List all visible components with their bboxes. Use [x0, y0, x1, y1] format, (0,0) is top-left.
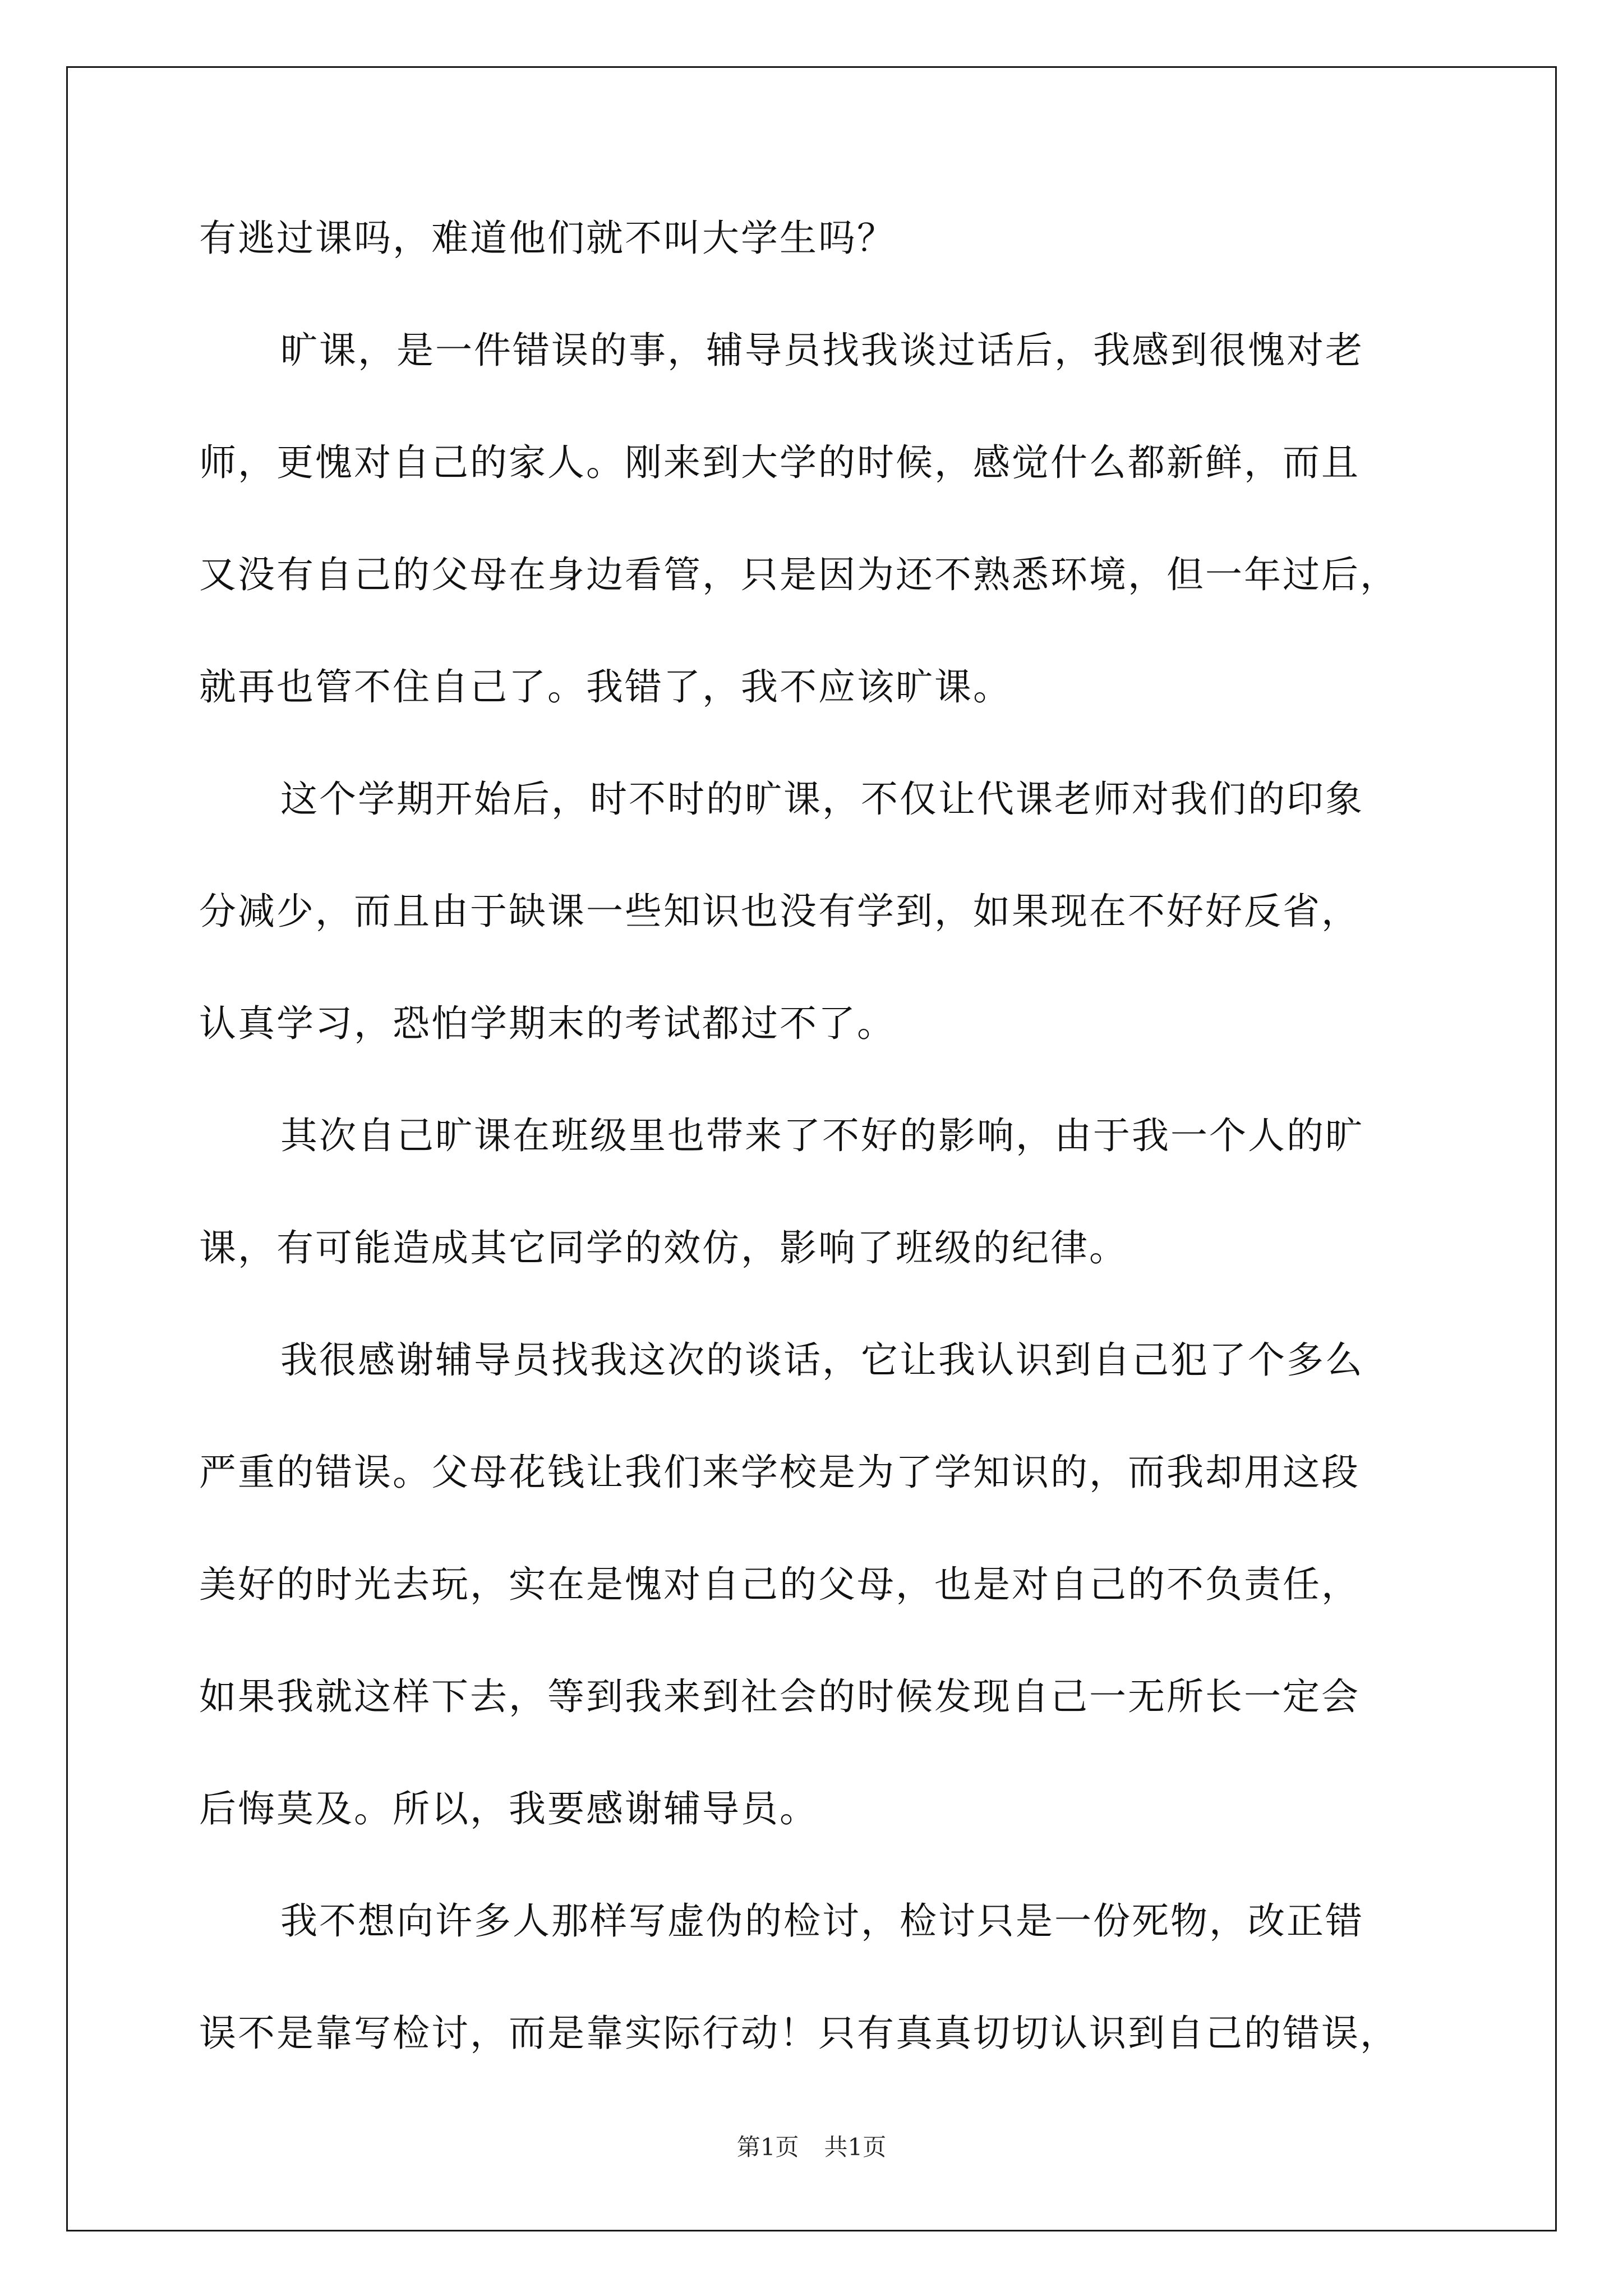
page-total-label: 共1页 [824, 2133, 887, 2161]
text-line: 美好的时光去玩，实在是愧对自己的父母，也是对自己的不负责任， [199, 1563, 1360, 1606]
paragraph-start: 其次自己旷课在班级里也带来了不好的影响，由于我一个人的旷 [280, 1114, 1364, 1157]
page-current-label: 第1页 [736, 2133, 799, 2161]
paragraph-start: 我很感谢辅导员找我这次的谈话，它让我认识到自己犯了个多么 [280, 1338, 1364, 1382]
document-body [199, 208, 1433, 2115]
text-line: 如果我就这样下去，等到我来到社会的时候发现自己一无所长一定会 [199, 1675, 1360, 1718]
page-footer [0, 2129, 1623, 2162]
paragraph-start: 旷课，是一件错误的事，辅导员找我谈过话后，我感到很愧对老 [280, 329, 1364, 372]
text-line: 分减少，而且由于缺课一些知识也没有学到，如果现在不好好反省， [199, 890, 1360, 933]
paragraph-start: 我不想向许多人那样写虚伪的检讨，检讨只是一份死物，改正错 [280, 1899, 1364, 1943]
text-line: 严重的错误。父母花钱让我们来学校是为了学知识的，而我却用这段 [199, 1451, 1360, 1494]
text-line: 又没有自己的父母在身边看管，只是因为还不熟悉环境，但一年过后， [199, 553, 1399, 596]
text-line: 后悔莫及。所以，我要感谢辅导员。 [199, 1787, 818, 1830]
text-line: 误不是靠写检讨，而是靠实际行动！只有真真切切认识到自己的错误， [199, 2012, 1399, 2055]
text-line: 有逃过课吗，难道他们就不叫大学生吗？ [199, 217, 896, 260]
text-line: 课，有可能造成其它同学的效仿，影响了班级的纪律。 [199, 1226, 1128, 1269]
text-line: 就再也管不住自己了。我错了，我不应该旷课。 [199, 665, 1012, 708]
text-line: 师，更愧对自己的家人。刚来到大学的时候，感觉什么都新鲜，而且 [199, 441, 1360, 484]
paragraph-start: 这个学期开始后，时不时的旷课，不仅让代课老师对我们的印象 [280, 777, 1364, 821]
text-line: 认真学习，恐怕学期末的考试都过不了。 [199, 1002, 896, 1045]
